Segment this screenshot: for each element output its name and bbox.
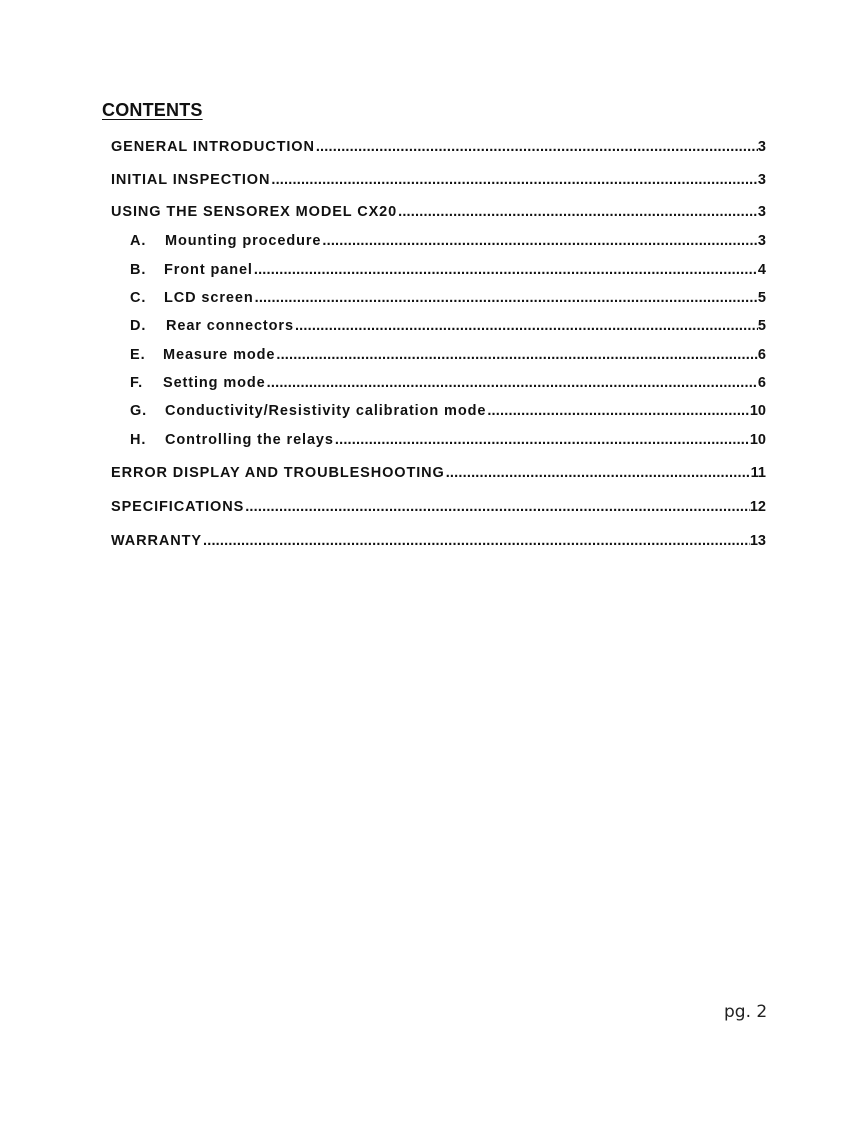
dot-leader: [335, 432, 750, 448]
section-title: Conductivity/Resistivity calibration mode: [165, 403, 487, 419]
section-title: LCD screen: [164, 290, 254, 306]
toc-entry-label: INITIAL INSPECTION: [111, 172, 271, 188]
toc-entry-initial-inspection[interactable]: [111, 172, 766, 192]
toc-page-number: 6: [757, 375, 766, 391]
toc-entry-warranty[interactable]: [111, 533, 766, 553]
dot-leader: [203, 533, 750, 549]
dot-leader: [446, 465, 751, 481]
section-title: Rear connectors: [166, 318, 294, 334]
toc-page-number: 4: [757, 262, 766, 278]
dot-leader: [276, 347, 758, 363]
page-number-footer: pg. 2: [724, 1002, 768, 1022]
dot-leader: [398, 204, 758, 220]
toc-entry-specifications[interactable]: [111, 499, 766, 519]
toc-page-number: 6: [757, 347, 766, 363]
contents-heading: CONTENTS: [102, 100, 203, 120]
dot-leader: [322, 233, 758, 249]
toc-entry-calibration-mode[interactable]: [130, 403, 766, 423]
section-letter: F.: [130, 375, 144, 391]
toc-page-number: 10: [749, 403, 766, 419]
section-title: Front panel: [164, 262, 253, 278]
toc-entry-rear-connectors[interactable]: [130, 318, 766, 338]
dot-leader: [295, 318, 758, 334]
toc-entry-label: [130, 318, 294, 334]
dot-leader: [271, 172, 758, 188]
dot-leader: [255, 290, 758, 306]
section-title: Setting mode: [163, 375, 266, 391]
toc-entry-general-introduction[interactable]: [111, 139, 766, 159]
toc-entry-label: [130, 290, 254, 306]
section-title: Mounting procedure: [165, 233, 322, 249]
toc-entry-label: [130, 432, 334, 448]
section-letter: B.: [130, 262, 147, 278]
section-letter: E.: [130, 347, 146, 363]
toc-entry-mounting-procedure[interactable]: [130, 233, 766, 253]
section-title: Controlling the relays: [165, 432, 334, 448]
section-letter: H.: [130, 432, 147, 448]
toc-entry-label: WARRANTY: [111, 533, 202, 549]
toc-page-number: 11: [750, 465, 766, 481]
toc-entry-controlling-relays[interactable]: [130, 432, 766, 452]
section-letter: A.: [130, 233, 147, 249]
toc-entry-label: [130, 233, 321, 249]
toc-entry-label: [130, 403, 486, 419]
dot-leader: [316, 139, 758, 155]
section-letter: D.: [130, 318, 147, 334]
toc-entry-setting-mode[interactable]: [130, 375, 766, 395]
dot-leader: [245, 499, 750, 515]
dot-leader: [254, 262, 758, 278]
toc-page-number: 3: [757, 139, 766, 155]
toc-entry-lcd-screen[interactable]: [130, 290, 766, 310]
toc-page-number: 3: [757, 204, 766, 220]
toc-page-number: 13: [749, 533, 766, 549]
toc-entry-label: SPECIFICATIONS: [111, 499, 245, 515]
toc-page-number: 12: [749, 499, 766, 515]
toc-entry-label: GENERAL INTRODUCTION: [111, 139, 315, 155]
toc-entry-label: USING THE SENSOREX MODEL CX20: [111, 204, 398, 220]
toc-page-number: 5: [757, 290, 766, 306]
section-letter: G.: [130, 403, 148, 419]
toc-entry-label: [130, 375, 266, 391]
toc-entry-label: [130, 347, 275, 363]
toc-entry-label: ERROR DISPLAY AND TROUBLESHOOTING: [111, 465, 445, 481]
section-title: Measure mode: [163, 347, 276, 363]
toc-page-number: 3: [757, 172, 766, 188]
toc-entry-error-display[interactable]: [111, 465, 766, 485]
toc-page-number: 5: [757, 318, 766, 334]
toc-page-number: 10: [749, 432, 766, 448]
toc-page-number: 3: [757, 233, 766, 249]
toc-entry-label: [130, 262, 253, 278]
toc-entry-front-panel[interactable]: [130, 262, 766, 282]
dot-leader: [487, 403, 750, 419]
toc-entry-using-the-sensorex[interactable]: [111, 204, 766, 224]
section-letter: C.: [130, 290, 147, 306]
dot-leader: [267, 375, 758, 391]
toc-entry-measure-mode[interactable]: [130, 347, 766, 367]
